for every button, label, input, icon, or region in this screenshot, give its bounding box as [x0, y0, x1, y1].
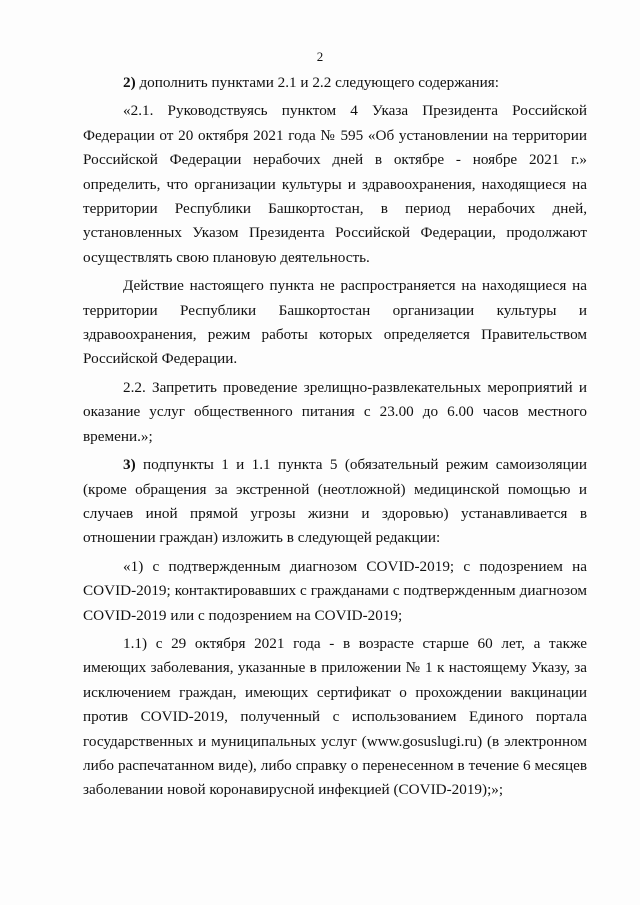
paragraph-text: «1) с подтвержденным диагнозом COVID-2019; с подозрением на COVID-2019; контактировавших с гражданами с подтвержденным диагнозом COVID-2019 или с подозрением на COVID-2019; — [83, 557, 587, 624]
paragraph-text: 1.1) с 29 октября 2021 года - в возрасте старше 60 лет, а также имеющих заболевания, указанные в приложении № 1 к настоящему Указу, за исключением граждан, имеющих сертификат о прохождении вакцинации против COVID-2019, полученный с использованием Единого портала государственных и муниципальных услуг (www.gosuslugi.ru) (в электронном либо распечатанном виде), либо справку о перенесенном в течение 6 месяцев заболевании новой коронавирусной инфекцией (COVID-2019);»; — [83, 634, 587, 799]
paragraph-subclause-1 — [83, 555, 587, 628]
item-number: 2) — [123, 74, 136, 91]
paragraph-item-3 — [83, 453, 587, 551]
item-number: 3) — [123, 456, 136, 474]
paragraph-clause-2-2 — [83, 376, 587, 449]
paragraph-text: 2.2. Запретить проведение зрелищно-развлекательных мероприятий и оказание услуг общественного питания с 23.00 до 6.00 часов местного времени.»; — [83, 378, 587, 445]
paragraph-clause-2-1 — [83, 99, 587, 270]
paragraph-subclause-1-1 — [83, 632, 587, 803]
document-body — [83, 71, 587, 803]
paragraph-text: «2.1. Руководствуясь пунктом 4 Указа Президента Российской Федерации от 20 октября 2021 года № 595 «Об установлении на территории Российской Федерации нерабочих дней в октябре - ноябре 2021 г.» определить, что организации культуры и здравоохранения, находящиеся на территории Республики Башкортостан, в период нерабочих дней, установленных Указом Президента Российской Федерации, продолжают осуществлять свою плановую деятельность. — [83, 102, 587, 266]
paragraph-text: подпункты 1 и 1.1 пункта 5 (обязательный режим самоизоляции (кроме обращения за экстренной (неотложной) медицинской помощью и случаев иной прямой угрозы жизни и здоровью) устанавливается в отношении граждан) изложить в следующей редакции: — [83, 456, 587, 547]
page-number: 2 — [316, 49, 324, 64]
paragraph-exception — [83, 274, 587, 372]
paragraph-item-2 — [83, 71, 587, 95]
paragraph-text: Действие настоящего пункта не распространяется на находящиеся на территории Республики Башкортостан организации культуры и здравоохранения, режим работы которых определяется Правительством Российской Федерации. — [83, 277, 587, 368]
paragraph-text: дополнить пунктами 2.1 и 2.2 следующего содержания: — [135, 74, 499, 91]
